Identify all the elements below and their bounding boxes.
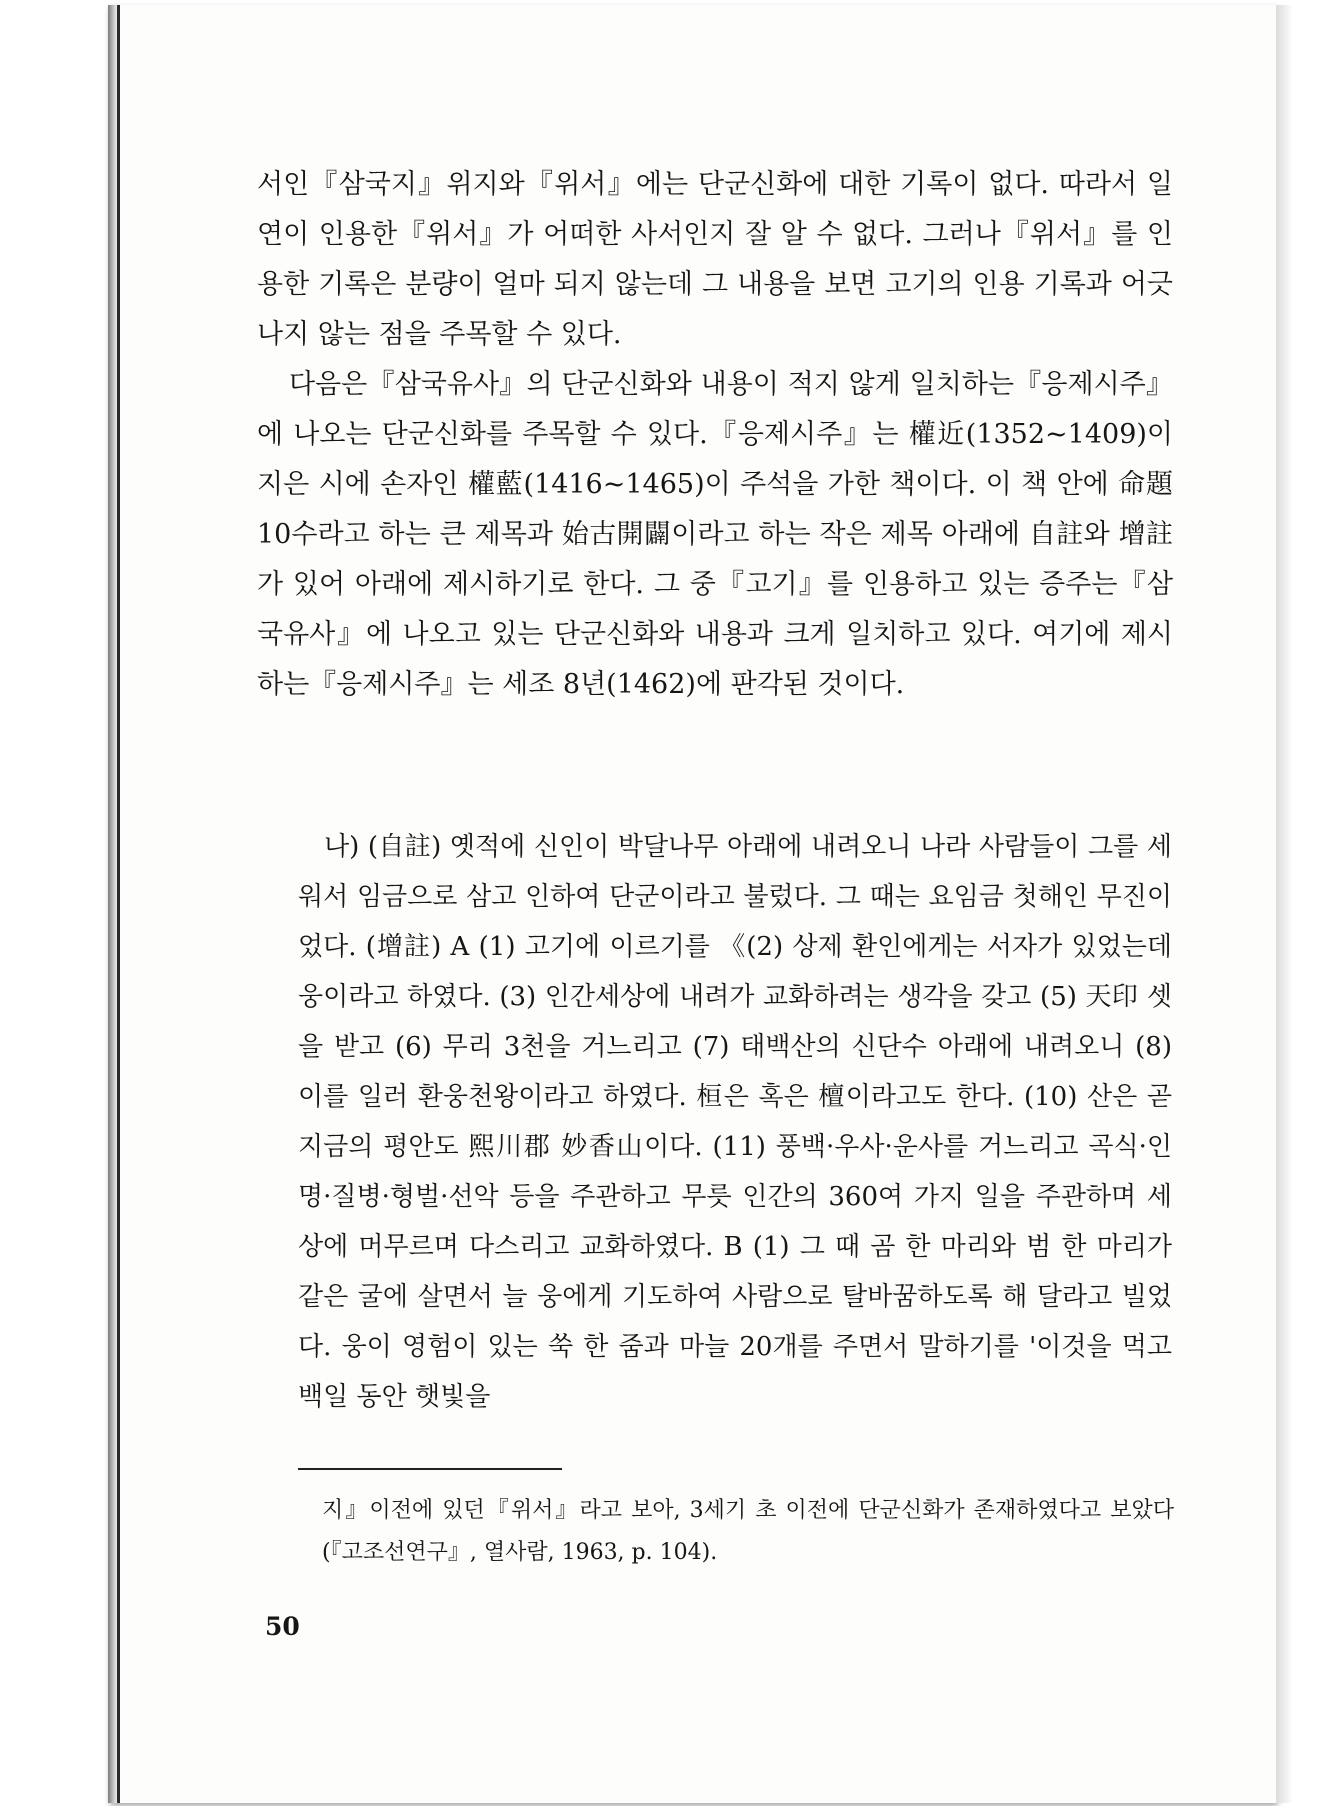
page-right-edge [1276, 5, 1319, 1803]
body-paragraph: 다음은『삼국유사』의 단군신화와 내용이 적지 않게 일치하는『응제시주』에 나오는 단군신화를 주목할 수 있다.『응제시주』는 權近(1352~1409)이 지은 시에 손자인 權藍(1416~1465)이 주석을 가한 책이다. 이 책 안에 命題 10수라고 하는 큰 제목과 始古開闢이라고 하는 작은 제목 아래에 自註와 增註가 있어 아래에 제시하기로 한다. 그 중『고기』를 인용하고 있는 증주는『삼국유사』에 나오고 있는 단군신화와 내용과 크게 일치하고 있다. 여기에 제시하는『응제시주』는 세조 8년(1462)에 판각된 것이다. [257, 369, 1173, 700]
quoted-text-block [298, 822, 1172, 1422]
page-number: 50 [265, 1612, 300, 1641]
footnote [322, 1490, 1174, 1574]
footnote-text: 지』이전에 있던『위서』라고 보아, 3세기 초 이전에 단군신화가 존재하였다고 보았다(『고조선연구』, 열사람, 1963, p. 104). [322, 1498, 1174, 1565]
main-body-text [257, 160, 1173, 710]
footnote-divider [298, 1468, 562, 1470]
quoted-paragraph: 나) (自註) 옛적에 신인이 박달나무 아래에 내려오니 나라 사람들이 그를 세워서 임금으로 삼고 인하여 단군이라고 불렀다. 그 때는 요임금 첫해인 무진이었다. (增註) A (1) 고기에 이르기를 《(2) 상제 환인에게는 서자가 있었는데 웅이라고 하였다. (3) 인간세상에 내려가 교화하려는 생각을 갖고 (5) 天印 셋을 받고 (6) 무리 3천을 거느리고 (7) 태백산의 신단수 아래에 내려오니 (8) 이를 일러 환웅천왕이라고 하였다. 桓은 혹은 檀이라고도 한다. (10) 산은 곧 지금의 평안도 熙川郡 妙香山이다. (11) 풍백·우사·운사를 거느리고 곡식·인명·질병·형벌·선악 등을 주관하고 무릇 인간의 360여 가지 일을 주관하며 세상에 머무르며 다스리고 교화하였다. B (1) 그 때 곰 한 마리와 범 한 마리가 같은 굴에 살면서 늘 웅에게 기도하여 사람으로 탈바꿈하도록 해 달라고 빌었다. 웅이 영험이 있는 쑥 한 줌과 마늘 20개를 주면서 말하기를 '이것을 먹고 백일 동안 햇빛을 [298, 832, 1172, 1412]
body-paragraph: 서인『삼국지』위지와『위서』에는 단군신화에 대한 기록이 없다. 따라서 일연이 인용한『위서』가 어떠한 사서인지 잘 알 수 없다. 그러나『위서』를 인용한 기록은 분량이 얼마 되지 않는데 그 내용을 보면 고기의 인용 기록과 어긋나지 않는 점을 주목할 수 있다. [257, 169, 1173, 350]
book-spine-edge [117, 5, 120, 1803]
